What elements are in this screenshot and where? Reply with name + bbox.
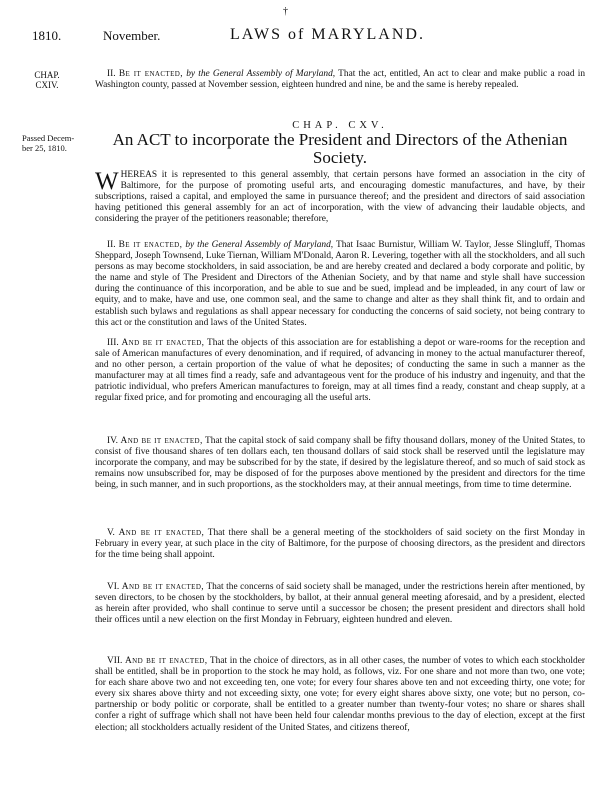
section-number: V. [107, 528, 115, 538]
enacting-clause: And be it enacted, [120, 436, 203, 446]
section-paragraph [95, 528, 585, 561]
enacting-clause: Be it enacted, [118, 240, 183, 250]
section-number: III. [107, 338, 119, 348]
section-text: That the concerns of said society shall be managed, under the restrictions herein after mentioned, by seven directors, to be chosen by the stockholders, by ballot, at their annual general meeting aforesaid, and by a president, elected as herein after provided, who shall continue to serve until a successor be chosen; the present president and directors shall hold their offices until a new election on the first Monday in February, eighteen hundred and eleven. [95, 582, 586, 626]
section-VI [95, 582, 585, 626]
section-text: That the capital stock of said company shall be fifty thousand dollars, money of the United States, to consist of five thousand shares of ten dollars each, ten thousand dollars of said stock shall be reserved until the legislature may incorporate the company, and may be subscribed for by the state, if desired by the legislature thereof, and so much of said stock as remains now unsubscribed for, may be disposed of for the purposes above mentioned by the president and directors for the time being, in such manner, and in such proportions, as the stockholders may, at their annual meetings, from time to time determine. [95, 436, 586, 491]
section-text: That the objects of this association are for establishing a depot or ware-rooms for the reception and sale of American manufactures of every denomination, and if required, of advancing in money to the actual manufacturer thereof, and no other person, a certain proportion of the value of what he deposites; of conducting the same in such a manner as the manufacturer may at all times find a ready, safe and advantageous vent for the produce of his industry and ingenuity, and that the patriotic individual, who prefers American manufactures to foreign, may at all times find a ready, constant and cheap supply, at a regular fixed price, and for promoting and encouraging all the useful arts. [95, 338, 586, 404]
preamble-paragraph [95, 170, 585, 225]
section-text: That the act, entitled, An act to clear and make public a road in Washington county, passed at November session, eighteen hundred and nine, be and the same is hereby repealed. [95, 69, 586, 91]
section-V [95, 528, 585, 561]
preamble [95, 170, 585, 225]
enacting-authority: by the General Assembly of Maryland, [186, 69, 336, 79]
section-paragraph [95, 338, 585, 405]
section-number: IV. [107, 436, 119, 446]
drop-cap: W [95, 168, 119, 195]
section-paragraph [95, 656, 585, 734]
chap114-section [95, 69, 585, 91]
enacting-clause: And be it enacted, [121, 582, 205, 592]
section-paragraph [95, 240, 585, 329]
enacting-authority: by the General Assembly of Maryland, [185, 240, 334, 250]
chap114-paragraph [95, 69, 585, 91]
section-text: That in the choice of directors, as in all other cases, the number of votes to which each stockholder shall be entitled, shall be in proportion to the stock he may hold, as follows, viz. For one share and not more than two, one vote; for each share above two and not exceeding ten, one vote; for every four shares above ten and not exceeding thirty, one vote; for every six shares above thirty and not exceeding sixty, one vote; for every eight shares above sixty, one vote; but no person, co-partnership or body politic or corporate, shall be entitled to a greater number than twenty-four votes; no share or shares shall confer a right of suffrage which shall not have been held four calendar months previous to the day of election, except at the first election; all stockholders actually resident of the United States, and citizens thereof, [95, 656, 585, 733]
enacting-clause: And be it enacted, [118, 528, 205, 538]
act-title: An ACT to incorporate the President and Directors of the Athenian Society. [112, 130, 568, 167]
section-text: That Isaac Burnistur, William W. Taylor, Jesse Slingluff, Thomas Sheppard, Joseph Townsend, Luke Tiernan, William M'Donald, Aaron R. Levering, together with all the stockholders, and all such persons as may become stockholders, in said association, be and are hereby created and declared a body corporate and politic, by the name and style of The President and Directors of the Athenian Society, and by that name and style shall have succession during the continuance of this incorporation, and be able to sue and be sued, implead and be impleaded, in any court of law or equity, and to make, have and use, one common seal, and the same to change and alter as they shall think fit, and to ordain and establish such bylaws and regulations as shall appear necessary for conducting the concerns of said society, not being contrary to this act or the constitution and laws of the United States. [95, 240, 586, 328]
section-number: VI. [107, 582, 120, 592]
enacting-clause: And be it enacted, [124, 656, 208, 666]
header-year: 1810. [32, 28, 62, 43]
enacting-clause: And be it enacted, [121, 338, 205, 348]
section-number: VII. [107, 656, 123, 666]
section-number: II. [107, 240, 116, 250]
margin-note-chap114: CHAP. CXIV. [34, 70, 60, 90]
enacting-clause: Be it enacted, [118, 69, 183, 79]
section-paragraph [95, 436, 585, 491]
margin-note-passed: Passed Decem- ber 25, 1810. [22, 133, 75, 153]
header-month: November. [103, 28, 161, 43]
section-II [95, 240, 585, 329]
section-paragraph [95, 582, 585, 626]
section-VII [95, 656, 585, 734]
running-header [30, 28, 570, 44]
preamble-text: HEREAS it is represented to this general assembly, that certain persons have formed an association in the city of Baltimore, for the purpose of promoting useful arts, and encouraging domestic manufactures, and have, by their subscriptions, raised a capital, and employed the same in pursuance thereof; and the president and directors of said association having petitioned this general assembly for an act of incorporation, with the view of advancing their laudable objects, and considering the prayer of the petitioners reasonable; therefore, [95, 170, 585, 225]
section-text: That there shall be a general meeting of the stockholders of said society on the first Monday in February in every year, at such place in the city of Baltimore, for the purpose of choosing directors, as the president and directors for the time being shall appoint. [95, 528, 585, 561]
section-III [95, 338, 585, 405]
section-IV [95, 436, 585, 491]
section-number: II. [107, 69, 116, 79]
printer-mark: † [283, 6, 288, 17]
header-title: LAWS of MARYLAND. [230, 26, 425, 43]
chapter-heading: CHAP. CXV. [292, 120, 388, 131]
